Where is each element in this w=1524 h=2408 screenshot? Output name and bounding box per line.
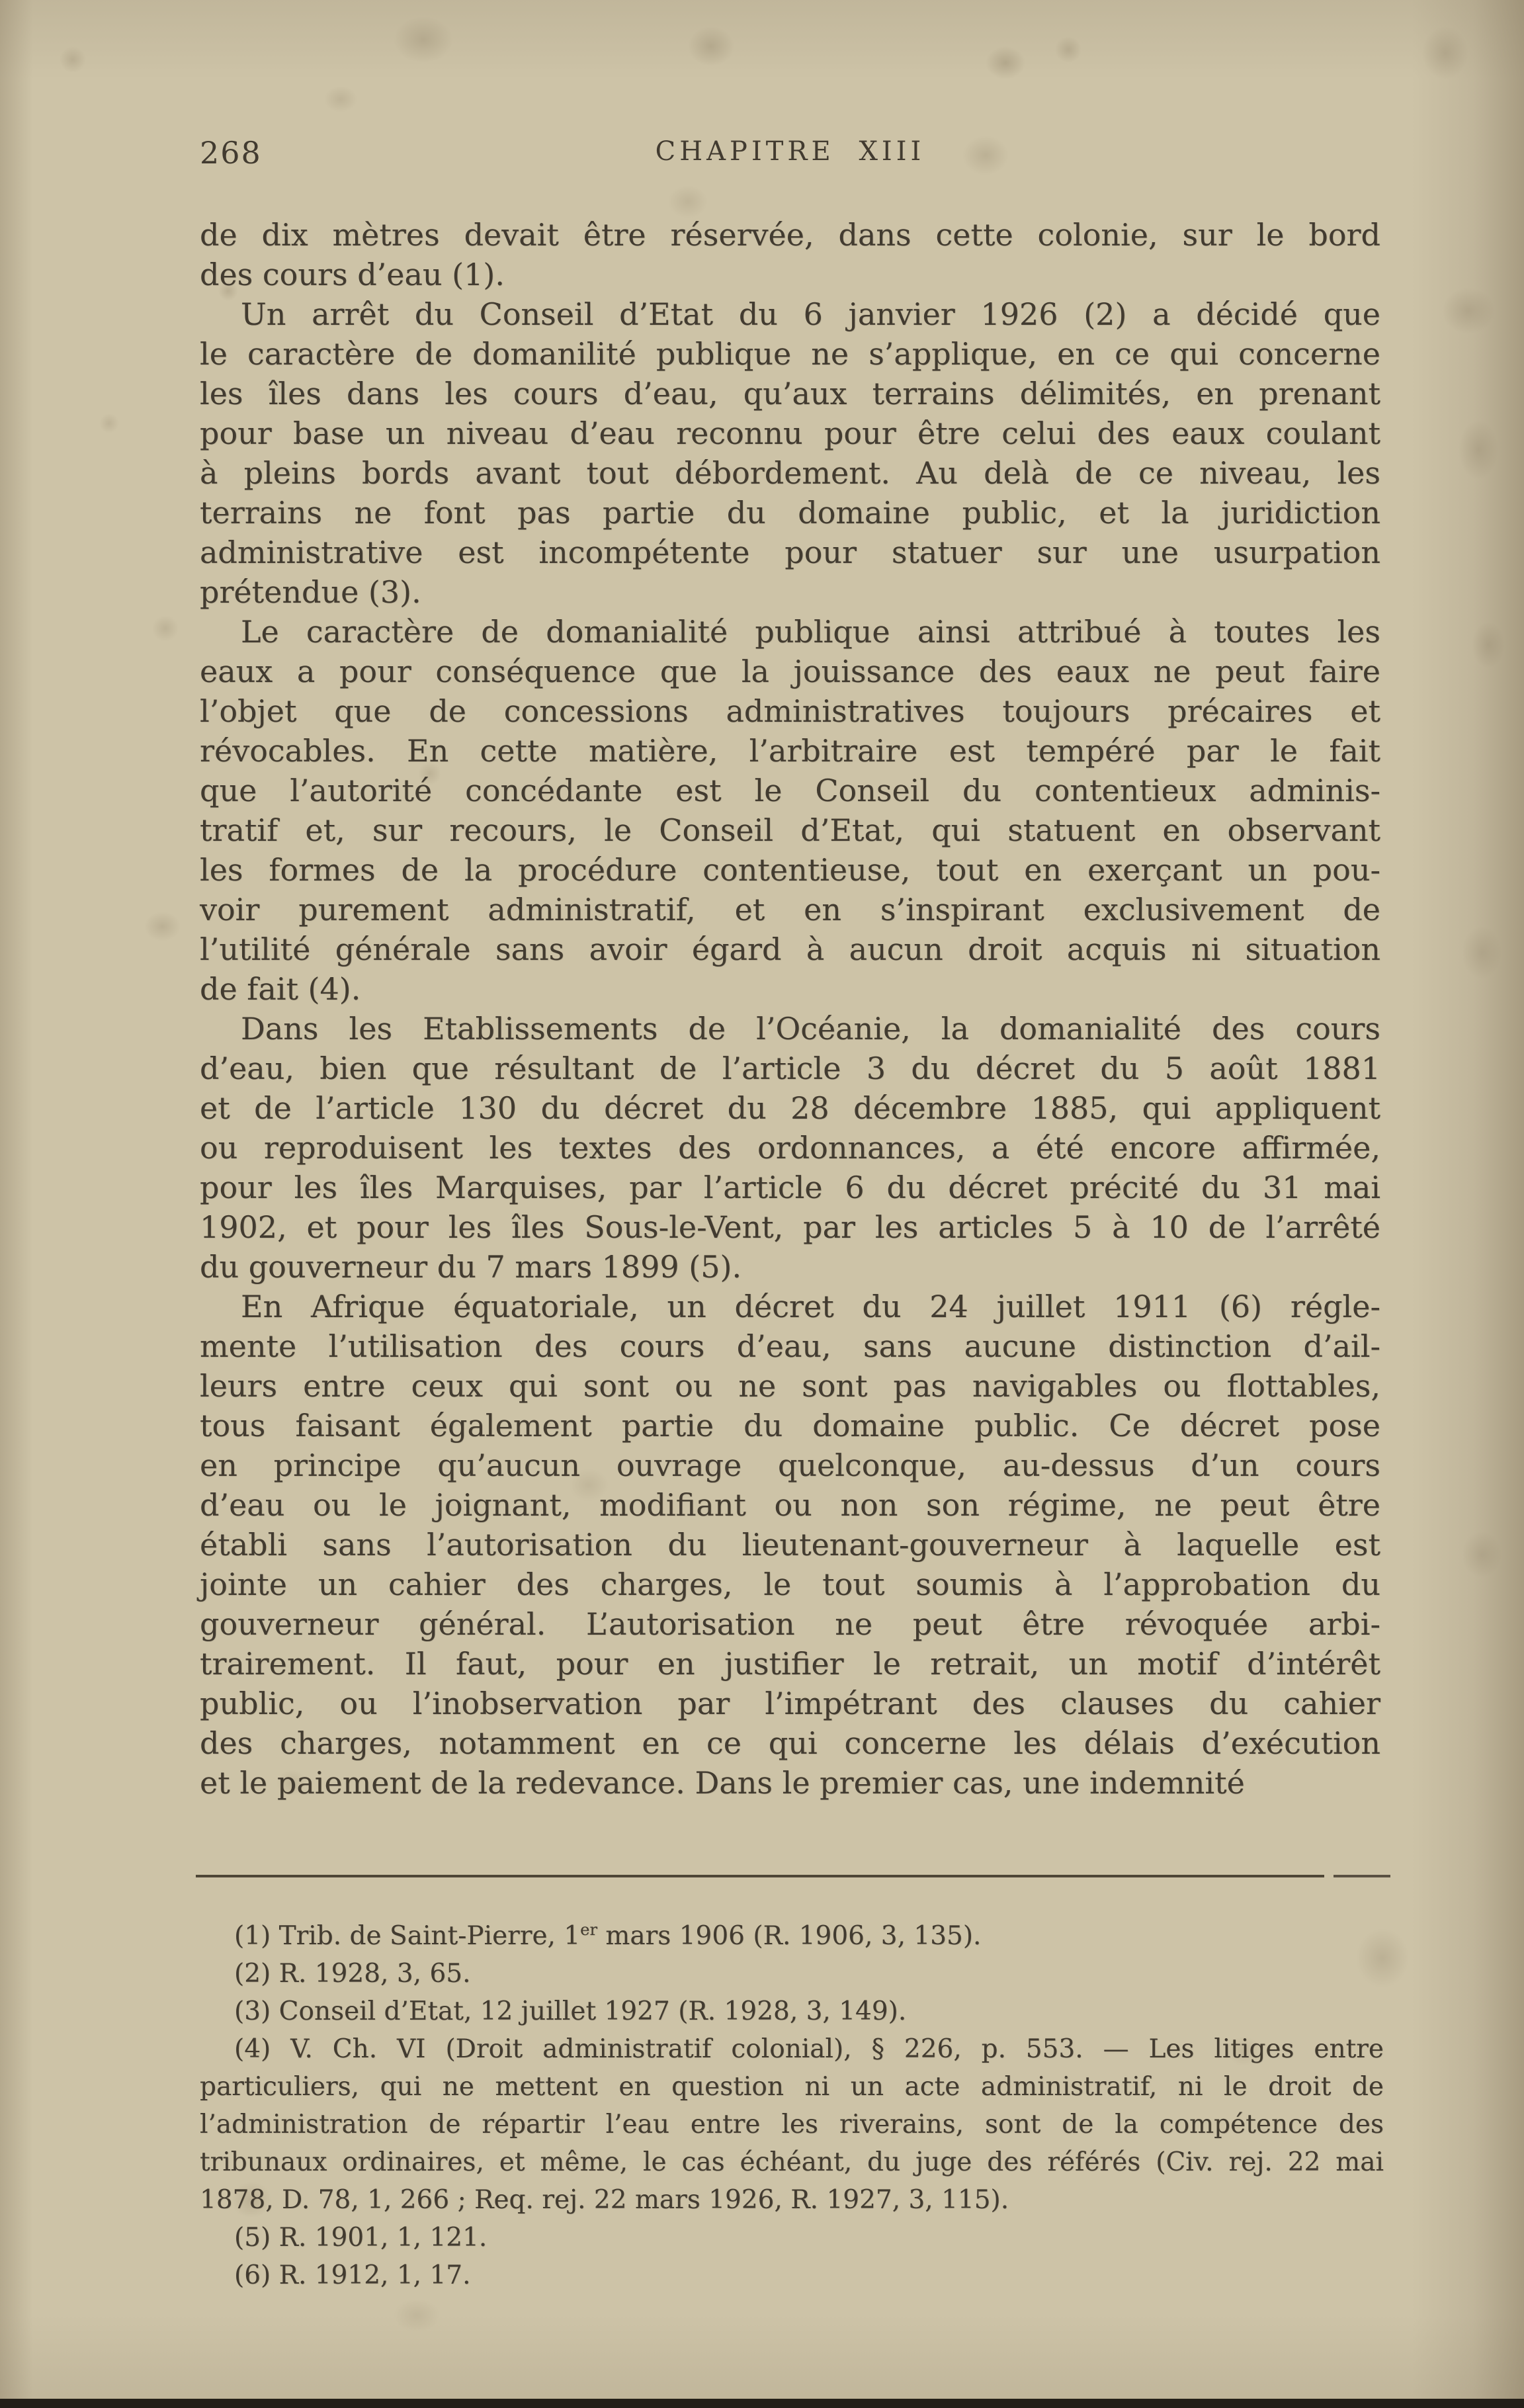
text-segment: et le paiement de la redevance. Dans le premier cas, une indemnité <box>200 1765 1245 1801</box>
text-line <box>200 374 1380 413</box>
text-segment: Dans les Etablissements de l’Océanie, la domanialité des cours <box>241 1011 1380 1047</box>
text-segment: les îles dans les cours d’eau, qu’aux terrains délimités, en prenant <box>200 376 1380 411</box>
paragraph <box>200 612 1380 1009</box>
text-line <box>200 493 1380 533</box>
text-line <box>200 612 1380 652</box>
text-line <box>200 1917 1384 1955</box>
page-number: 268 <box>200 135 262 171</box>
text-line <box>200 1723 1380 1763</box>
text-line <box>200 1088 1380 1128</box>
text-line <box>200 413 1380 453</box>
paragraph <box>200 1287 1380 1803</box>
text-segment: administrative est incompétente pour statuer sur une usurpation <box>200 535 1380 570</box>
text-line <box>200 2257 1384 2294</box>
text-line <box>200 1247 1380 1287</box>
footnote-item <box>200 2219 1384 2257</box>
paragraph <box>200 294 1380 612</box>
text-line <box>200 652 1380 691</box>
footnote-item <box>200 2257 1384 2294</box>
text-line <box>200 1009 1380 1049</box>
text-segment: prétendue (3). <box>200 574 421 610</box>
text-segment: jointe un cahier des charges, le tout soumis à l’approbation du <box>200 1567 1380 1602</box>
text-segment: (1) Trib. de Saint-Pierre, 1 <box>234 1921 581 1951</box>
footnote-item <box>200 1917 1384 1955</box>
text-segment: Le caractère de domanialité publique ainsi attribué à toutes les <box>241 614 1380 650</box>
page-header <box>200 131 1380 173</box>
text-line <box>200 2068 1384 2106</box>
text-segment: leurs entre ceux qui sont ou ne sont pas navigables ou flottables, <box>200 1368 1380 1404</box>
text-line <box>200 1366 1380 1406</box>
text-segment: du gouverneur du 7 mars 1899 (5). <box>200 1249 742 1285</box>
text-line <box>200 771 1380 810</box>
text-line <box>200 890 1380 929</box>
text-segment: mente l’utilisation des cours d’eau, sans aucune distinction d’ail- <box>200 1328 1380 1364</box>
text-line <box>200 1287 1380 1326</box>
text-line <box>200 1565 1380 1604</box>
text-line <box>200 2143 1384 2181</box>
text-line <box>200 1644 1380 1684</box>
text-line <box>200 1168 1380 1207</box>
text-line <box>200 572 1380 612</box>
text-segment: le caractère de domanilité publique ne s’applique, en ce qui concerne <box>200 336 1380 372</box>
text-segment: particuliers, qui ne mettent en question ni un acte administratif, ni le droit de <box>200 2072 1384 2102</box>
text-segment: En Afrique équatoriale, un décret du 24 juillet 1911 (6) régle- <box>241 1289 1380 1324</box>
text-segment: (2) R. 1928, 3, 65. <box>234 1959 471 1989</box>
text-segment: terrains ne font pas partie du domaine public, et la juridiction <box>200 495 1380 531</box>
text-segment: voir purement administratif, et en s’inspirant exclusivement de <box>200 892 1380 927</box>
text-segment: trairement. Il faut, pour en justifier le retrait, un motif d’intérêt <box>200 1646 1380 1682</box>
text-line <box>200 969 1380 1009</box>
text-segment: tratif et, sur recours, le Conseil d’Etat, qui statuent en observant <box>200 812 1380 848</box>
text-line <box>200 294 1380 334</box>
text-line <box>200 850 1380 890</box>
text-line <box>200 1525 1380 1565</box>
text-line <box>200 1445 1380 1485</box>
text-line <box>200 334 1380 374</box>
text-segment: gouverneur général. L’autorisation ne peut être révoquée arbi- <box>200 1606 1380 1642</box>
scan-bottom-edge <box>0 2399 1524 2408</box>
footnotes-text <box>200 1917 1384 2294</box>
text-segment: en principe qu’aucun ouvrage quelconque, au-dessus d’un cours <box>200 1447 1380 1483</box>
footnote-item <box>200 2030 1384 2219</box>
text-line <box>200 1485 1380 1525</box>
text-line <box>200 1604 1380 1644</box>
footnote-separator-rule <box>196 1875 1324 1877</box>
text-line <box>200 2219 1384 2257</box>
text-line <box>200 810 1380 850</box>
text-segment: (3) Conseil d’Etat, 12 juillet 1927 (R. 1928, 3, 149). <box>234 1997 907 2026</box>
text-line <box>200 1684 1380 1723</box>
paragraph <box>200 1009 1380 1287</box>
text-segment: ou reproduisent les textes des ordonnances, a été encore affirmée, <box>200 1130 1380 1166</box>
text-segment: les formes de la procédure contentieuse, tout en exerçant un pou- <box>200 852 1380 888</box>
text-segment: pour les îles Marquises, par l’article 6 du décret précité du 31 mai <box>200 1170 1380 1205</box>
text-line <box>200 2106 1384 2143</box>
text-segment: Un arrêt du Conseil d’Etat du 6 janvier 1926 (2) a décidé que <box>241 296 1380 332</box>
text-line <box>200 1406 1380 1445</box>
text-segment: établi sans l’autorisation du lieutenant-gouverneur à laquelle est <box>200 1527 1380 1563</box>
text-segment: à pleins bords avant tout débordement. Au delà de ce niveau, les <box>200 455 1380 491</box>
text-segment: d’eau ou le joignant, modifiant ou non son régime, ne peut être <box>200 1487 1380 1523</box>
footnote-separator-rule-end <box>1334 1875 1390 1877</box>
text-segment: de fait (4). <box>200 971 361 1007</box>
text-segment: (6) R. 1912, 1, 17. <box>234 2260 471 2290</box>
text-line <box>200 691 1380 731</box>
text-line <box>200 453 1380 493</box>
text-segment: l’utilité générale sans avoir égard à aucun droit acquis ni situation <box>200 931 1380 967</box>
text-segment: public, ou l’inobservation par l’impétrant des clauses du cahier <box>200 1686 1380 1721</box>
text-line <box>200 1955 1384 1993</box>
text-line <box>200 1049 1380 1088</box>
text-segment: des charges, notamment en ce qui concerne les délais d’exécution <box>200 1725 1380 1761</box>
chapter-running-header: CHAPITRE XIII <box>655 136 925 167</box>
text-segment: que l’autorité concédante est le Conseil du contentieux adminis- <box>200 773 1380 808</box>
text-segment: mars 1906 (R. 1906, 3, 135). <box>597 1921 982 1951</box>
text-line <box>200 215 1380 255</box>
text-line <box>200 1326 1380 1366</box>
text-segment: 1902, et pour les îles Sous-le-Vent, par les articles 5 à 10 de l’arrêté <box>200 1209 1380 1245</box>
text-segment: tribunaux ordinaires, et même, le cas échéant, du juge des référés (Civ. rej. 22 mai <box>200 2147 1384 2177</box>
text-segment: (5) R. 1901, 1, 121. <box>234 2223 487 2253</box>
body-text <box>200 215 1380 1803</box>
text-line <box>200 1763 1380 1803</box>
text-segment: des cours d’eau (1). <box>200 257 505 292</box>
paragraph <box>200 215 1380 294</box>
text-segment: (4) V. Ch. VI (Droit administratif colonial), § 226, p. 553. — Les litiges entre <box>234 2034 1384 2064</box>
text-segment: 1878, D. 78, 1, 266 ; Req. rej. 22 mars 1926, R. 1927, 3, 115). <box>200 2185 1009 2215</box>
text-segment: tous faisant également partie du domaine public. Ce décret pose <box>200 1408 1380 1443</box>
text-line <box>200 929 1380 969</box>
text-segment: l’objet que de concessions administratives toujours précaires et <box>200 693 1380 729</box>
text-segment: révocables. En cette matière, l’arbitraire est tempéré par le fait <box>200 733 1380 769</box>
text-line <box>200 1993 1384 2030</box>
footnote-item <box>200 1993 1384 2030</box>
superscript-text: er <box>580 1920 598 1939</box>
text-line <box>200 1207 1380 1247</box>
text-segment: de dix mètres devait être réservée, dans cette colonie, sur le bord <box>200 217 1380 253</box>
text-segment: et de l’article 130 du décret du 28 décembre 1885, qui appliquent <box>200 1090 1380 1126</box>
text-segment: eaux a pour conséquence que la jouissance des eaux ne peut faire <box>200 654 1380 689</box>
text-line <box>200 2030 1384 2068</box>
text-line <box>200 255 1380 294</box>
text-line <box>200 731 1380 771</box>
footnote-item <box>200 1955 1384 1993</box>
text-line <box>200 1128 1380 1168</box>
text-segment: pour base un niveau d’eau reconnu pour être celui des eaux coulant <box>200 415 1380 451</box>
text-line <box>200 533 1380 572</box>
text-segment: l’administration de répartir l’eau entre les riverains, sont de la compétence des <box>200 2110 1384 2139</box>
text-line <box>200 2181 1384 2219</box>
text-segment: d’eau, bien que résultant de l’article 3 du décret du 5 août 1881 <box>200 1051 1380 1086</box>
